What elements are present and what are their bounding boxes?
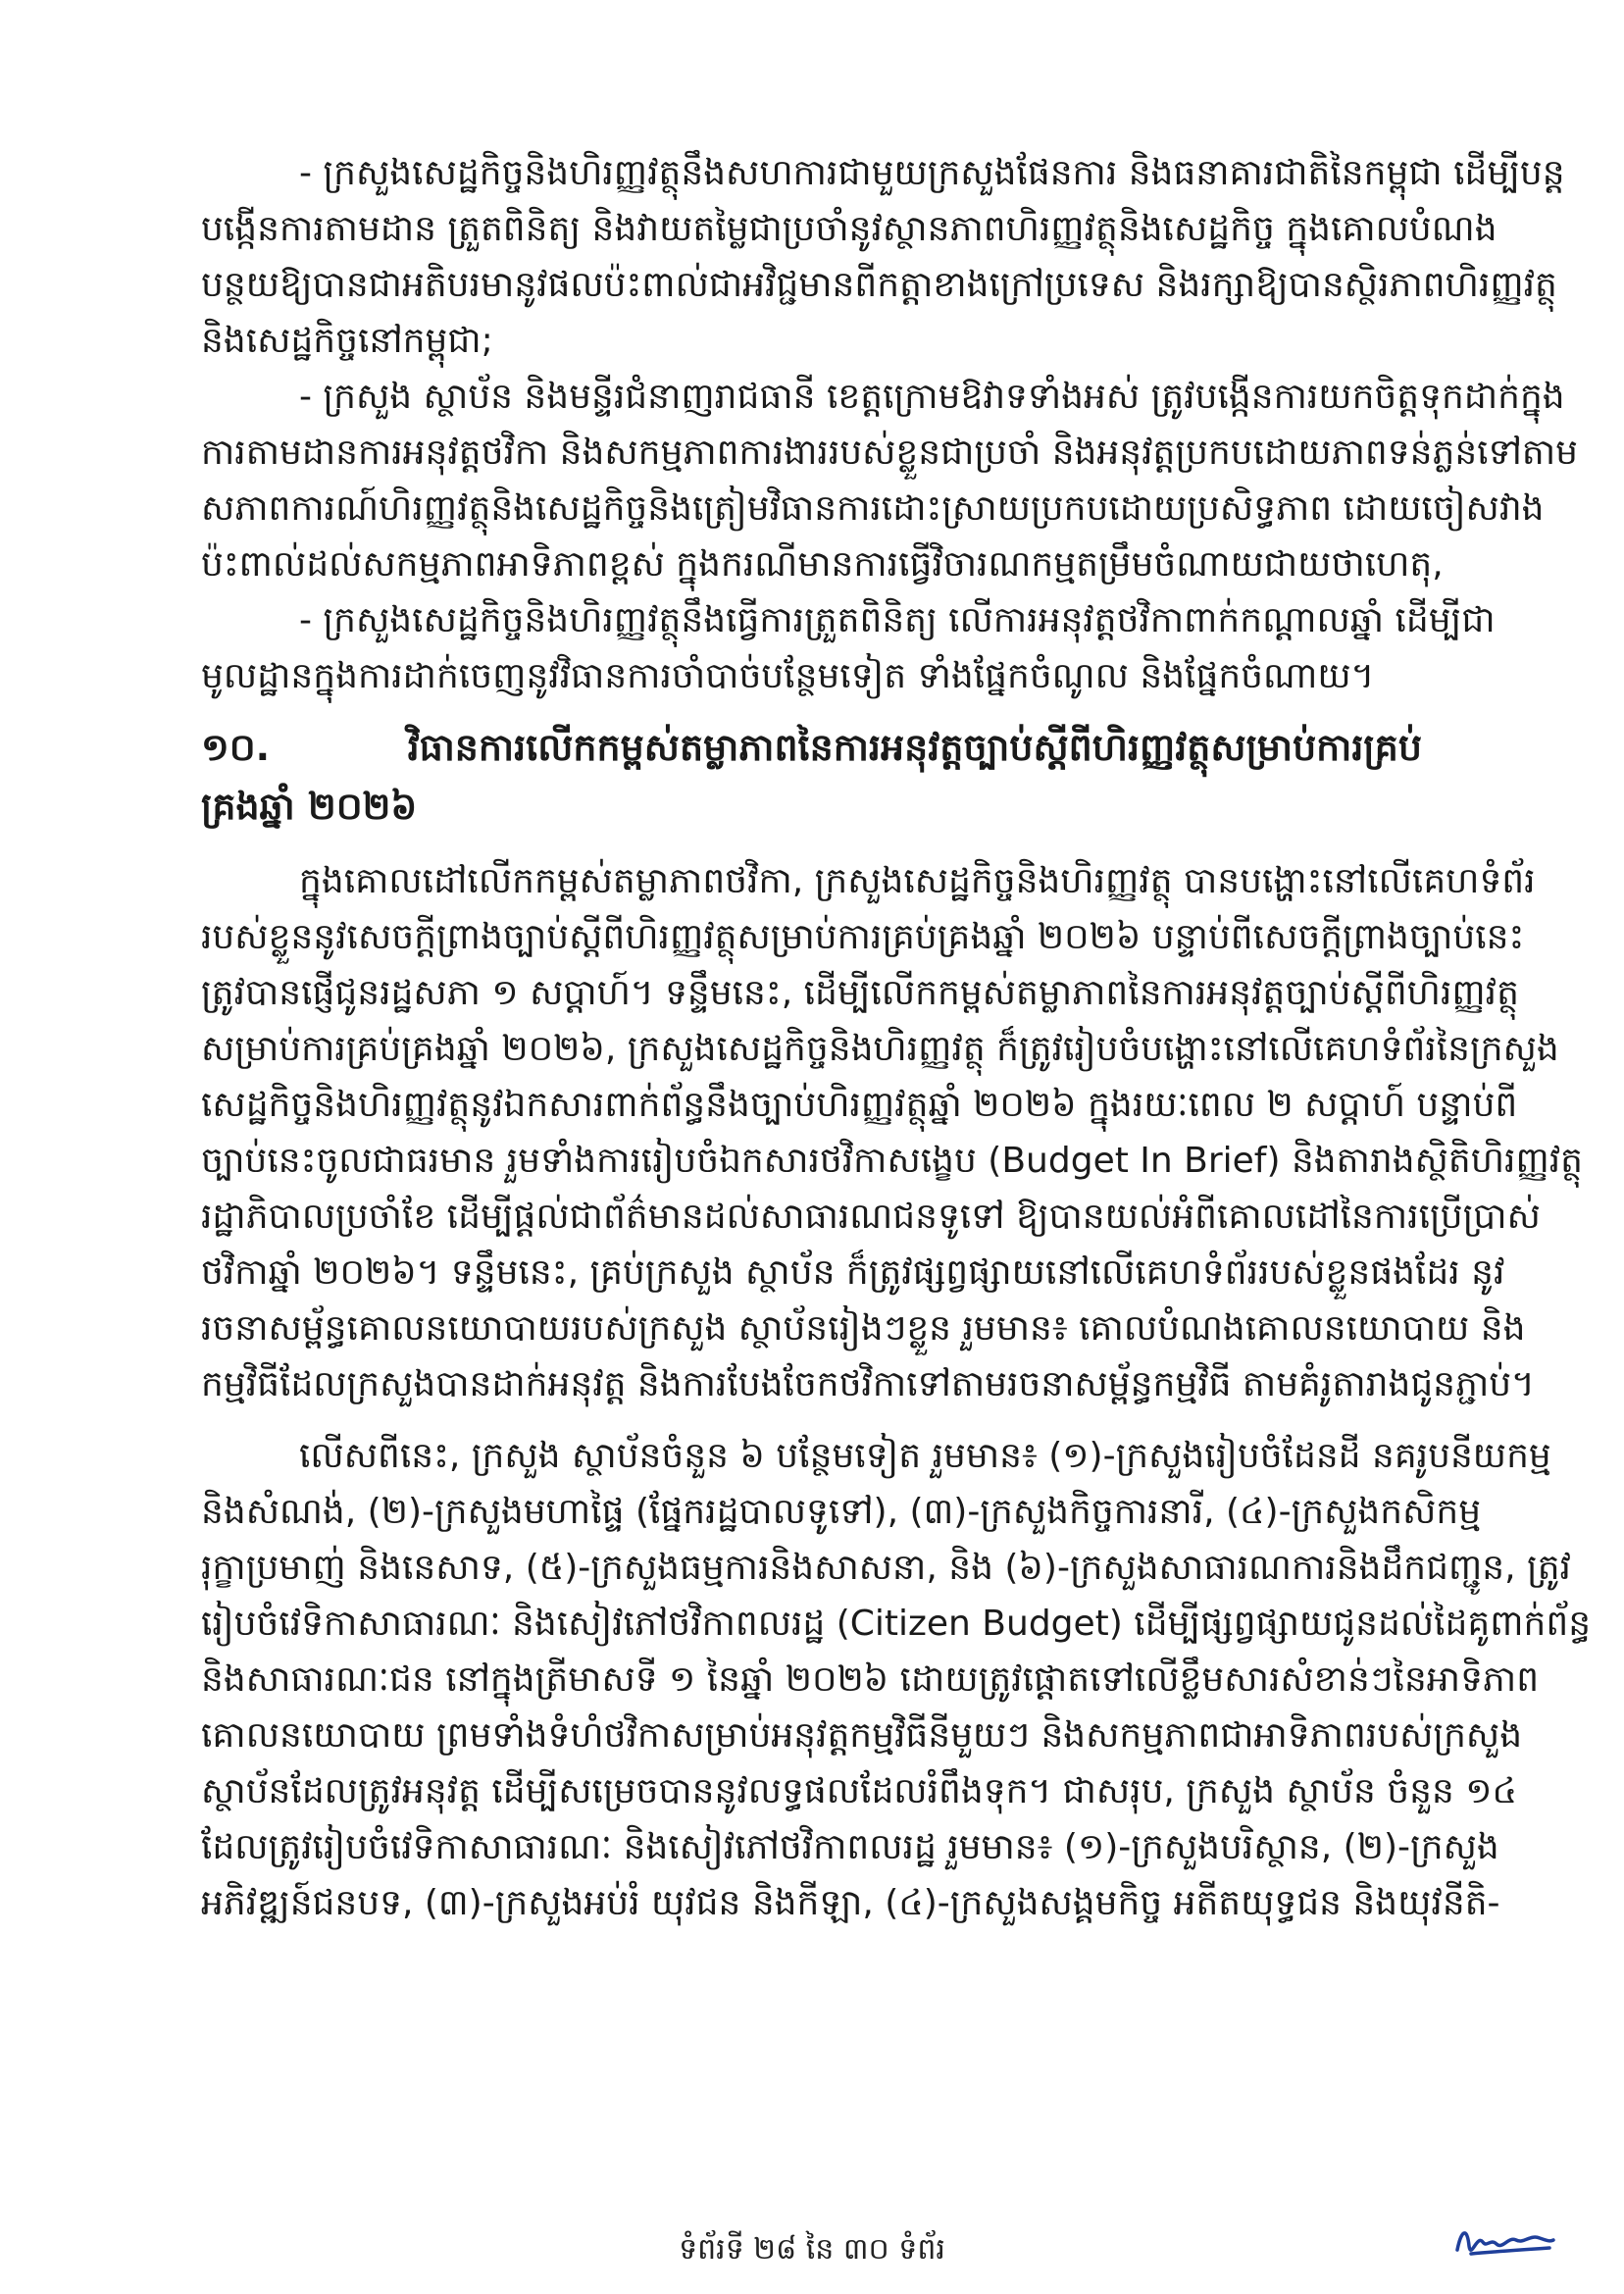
text-line: និងសេដ្ឋកិច្ចនៅកម្ពុជា;	[201, 321, 493, 361]
bullet-3	[201, 592, 1496, 704]
text-line: ច្បាប់នេះចូលជាធរមាន រួមទាំងការរៀបចំឯកសារថវិកាសង្ខេប (Budget In Brief) និងតារាងស្ថិតិហិរញ្ញវត្ថុ	[201, 1141, 1584, 1181]
text-line: ដែលត្រូវរៀបចំវេទិកាសាធារណៈ និងសៀវភៅថវិកាពលរដ្ឋ រួមមាន៖ (១)-ក្រសួងបរិស្ថាន, (២)-ក្រសួង	[201, 1827, 1499, 1867]
text-line: និងសំណង់, (២)-ក្រសួងមហាផ្ទៃ (ផ្នែករដ្ឋបាលទូទៅ), (៣)-ក្រសួងកិច្ចការនារី, (៤)-ក្រសួងកសិកម្ម	[201, 1492, 1482, 1532]
text-line: ត្រូវបានផ្ញើជូនរដ្ឋសភា ១ សប្តាហ៍។ ទន្ទឹមនេះ, ដើម្បីលើកកម្ពស់តម្លាភាពនៃការអនុវត្តច្បាប់ស្តីពីហិរញ្ញវត្ថុ	[201, 973, 1519, 1013]
text-line: - ក្រសួងសេដ្ឋកិច្ចនិងហិរញ្ញវត្ថុនឹងធ្វើការត្រួតពិនិត្យ លើការអនុវត្តថវិកាពាក់កណ្តាលឆ្នាំ ដើម្បីជា	[299, 600, 1496, 640]
bullet-2	[201, 369, 1578, 592]
text-line: ក្នុងគោលដៅលើកកម្ពស់តម្លាភាពថវិកា, ក្រសួងសេដ្ឋកិច្ចនិងហិរញ្ញវត្ថុ បានបង្ហោះនៅលើគេហទំព័រ	[299, 861, 1536, 901]
text-line: រុក្ខាប្រមាញ់ និងនេសាទ, (៥)-ក្រសួងធម្មការនិងសាសនា, និង (៦)-ក្រសួងសាធារណការនិងដឹកជញ្ជូន, ត្រូវ	[201, 1548, 1571, 1588]
bullet-1	[201, 145, 1565, 369]
text-line: គោលនយោបាយ ព្រមទាំងទំហំថវិកាសម្រាប់អនុវត្តកម្មវិធីនីមួយៗ និងសកម្មភាពជាអាទិភាពរបស់ក្រសួង	[201, 1715, 1523, 1756]
text-line: ប៉ះពាល់ដល់សកម្មភាពអាទិភាពខ្ពស់ ក្នុងករណីមានការធ្វើវិចារណកម្មតម្រឹមចំណាយជាយថាហេតុ,	[201, 544, 1444, 585]
paragraph-2	[201, 1428, 1592, 1931]
text-line: អភិវឌ្ឍន៍ជនបទ, (៣)-ក្រសួងអប់រំ យុវជន និងកីឡា, (៤)-ក្រសួងសង្គមកិច្ច អតីតយុទ្ធជន និងយុវនីតិ-	[201, 1883, 1500, 1923]
text-line: ស្ថាប័នដែលត្រូវអនុវត្ត ដើម្បីសម្រេចបាននូវលទ្ធផលដែលរំពឹងទុក។ ជាសរុប, ក្រសួង ស្ថាប័ន ចំនួន ១៤	[201, 1771, 1518, 1811]
text-line: សម្រាប់ការគ្រប់គ្រងឆ្នាំ ២០២៦, ក្រសួងសេដ្ឋកិច្ចនិងហិរញ្ញវត្ថុ ក៏ត្រូវរៀបចំបង្ហោះនៅលើគេហទំព័រនៃក្រសួង	[201, 1029, 1559, 1069]
signature-mark	[1451, 2217, 1559, 2266]
paragraph-1	[201, 853, 1584, 1412]
text-line: រៀបចំវេទិកាសាធារណៈ និងសៀវភៅថវិកាពលរដ្ឋ (Citizen Budget) ដើម្បីផ្សព្វផ្សាយជូនដល់ដៃគូពាក់ព័ន្ធ	[201, 1604, 1592, 1644]
text-line: និងសាធារណៈជន នៅក្នុងត្រីមាសទី ១ នៃឆ្នាំ ២០២៦ ដោយត្រូវផ្តោតទៅលើខ្លឹមសារសំខាន់ៗនៃអាទិភាព	[201, 1659, 1540, 1700]
document-body	[201, 145, 1592, 1931]
heading-line: គ្រងឆ្នាំ ២០២៦	[201, 785, 418, 828]
text-line: កម្មវិធីដែលក្រសួងបានដាក់អនុវត្ត និងការបែងចែកថវិកាទៅតាមរចនាសម្ព័ន្ធកម្មវិធី តាមគំរូតារាងជូនភ្ជាប់។	[201, 1364, 1535, 1404]
text-line: របស់ខ្លួននូវសេចក្តីព្រាងច្បាប់ស្តីពីហិរញ្ញវត្ថុសម្រាប់ការគ្រប់គ្រងឆ្នាំ ២០២៦ បន្ទាប់ពីសេចក្តីព្រាងច្បាប់នេះ	[201, 917, 1525, 957]
text-line: - ក្រសួង ស្ថាប័ន និងមន្ទីរជំនាញរាជធានី ខេត្តក្រោមឱវាទទាំងអស់ ត្រូវបង្កើនការយកចិត្តទុកដាក់ក្នុង	[299, 377, 1565, 417]
text-line: ការតាមដានការអនុវត្តថវិកា និងសកម្មភាពការងាររបស់ខ្លួនជាប្រចាំ និងអនុវត្តប្រកបដោយភាពទន់ភ្លន់ទៅតាម	[201, 433, 1578, 473]
text-line: - ក្រសួងសេដ្ឋកិច្ចនិងហិរញ្ញវត្ថុនឹងសហការជាមួយក្រសួងផែនការ និងធនាគារជាតិនៃកម្ពុជា ដើម្បីបន្ត	[299, 153, 1565, 193]
text-line: រដ្ឋាភិបាលប្រចាំខែ ដើម្បីផ្តល់ជាព័ត៌មានដល់សាធារណជនទូទៅ ឱ្យបានយល់អំពីគោលដៅនៃការប្រើប្រាស់	[201, 1197, 1541, 1237]
text-line: បង្កើនការតាមដាន ត្រួតពិនិត្យ និងវាយតម្លៃជាប្រចាំនូវស្ថានភាពហិរញ្ញវត្ថុនិងសេដ្ឋកិច្ច ក្នុងគោលបំណង	[201, 209, 1497, 249]
text-line: លើសពីនេះ, ក្រសួង ស្ថាប័នចំនួន ៦ បន្ថែមទៀត រួមមាន៖ (១)-ក្រសួងរៀបចំដែនដី នគរូបនីយកម្ម	[299, 1436, 1551, 1476]
text-line: មូលដ្ឋានក្នុងការដាក់ចេញនូវវិធានការចាំបាច់បន្ថែមទៀត ទាំងផ្នែកចំណូល និងផ្នែកចំណាយ។	[201, 656, 1375, 696]
text-line: សេដ្ឋកិច្ចនិងហិរញ្ញវត្ថុនូវឯកសារពាក់ព័ន្ធនឹងច្បាប់ហិរញ្ញវត្ថុឆ្នាំ ២០២៦ ក្នុងរយៈពេល ២ សប្តាហ៍ បន្ទាប់ពី	[201, 1085, 1518, 1125]
heading-line: ១០. វិធានការលើកកម្ពស់តម្លាភាពនៃការអនុវត្តច្បាប់ស្តីពីហិរញ្ញវត្ថុសម្រាប់ការគ្រប់	[201, 726, 1422, 769]
text-line: ថវិកាឆ្នាំ ២០២៦។ ទន្ទឹមនេះ, គ្រប់ក្រសួង ស្ថាប័ន ក៏ត្រូវផ្សព្វផ្សាយនៅលើគេហទំព័ររបស់ខ្លួនផងដែរ នូវ	[201, 1252, 1505, 1293]
text-line: បន្ថយឱ្យបានជាអតិបរមានូវផលប៉ះពាល់ជាអវិជ្ជមានពីកត្តាខាងក្រៅប្រទេស និងរក្សាឱ្យបានស្ថិរភាពហិរញ្ញវត្ថុ	[201, 265, 1557, 305]
section-heading	[201, 718, 1422, 836]
text-line: រចនាសម្ព័ន្ធគោលនយោបាយរបស់ក្រសួង ស្ថាប័នរៀងៗខ្លួន រួមមាន៖ គោលបំណងគោលនយោបាយ និង	[201, 1308, 1526, 1349]
text-line: សភាពការណ៍ហិរញ្ញវត្ថុនិងសេដ្ឋកិច្ចនិងត្រៀមវិធានការដោះស្រាយប្រកបដោយប្រសិទ្ធភាព ដោយចៀសវាង	[201, 488, 1545, 529]
page-number: ទំព័រទី ២៨ នៃ ៣០ ទំព័រ	[679, 2232, 945, 2267]
